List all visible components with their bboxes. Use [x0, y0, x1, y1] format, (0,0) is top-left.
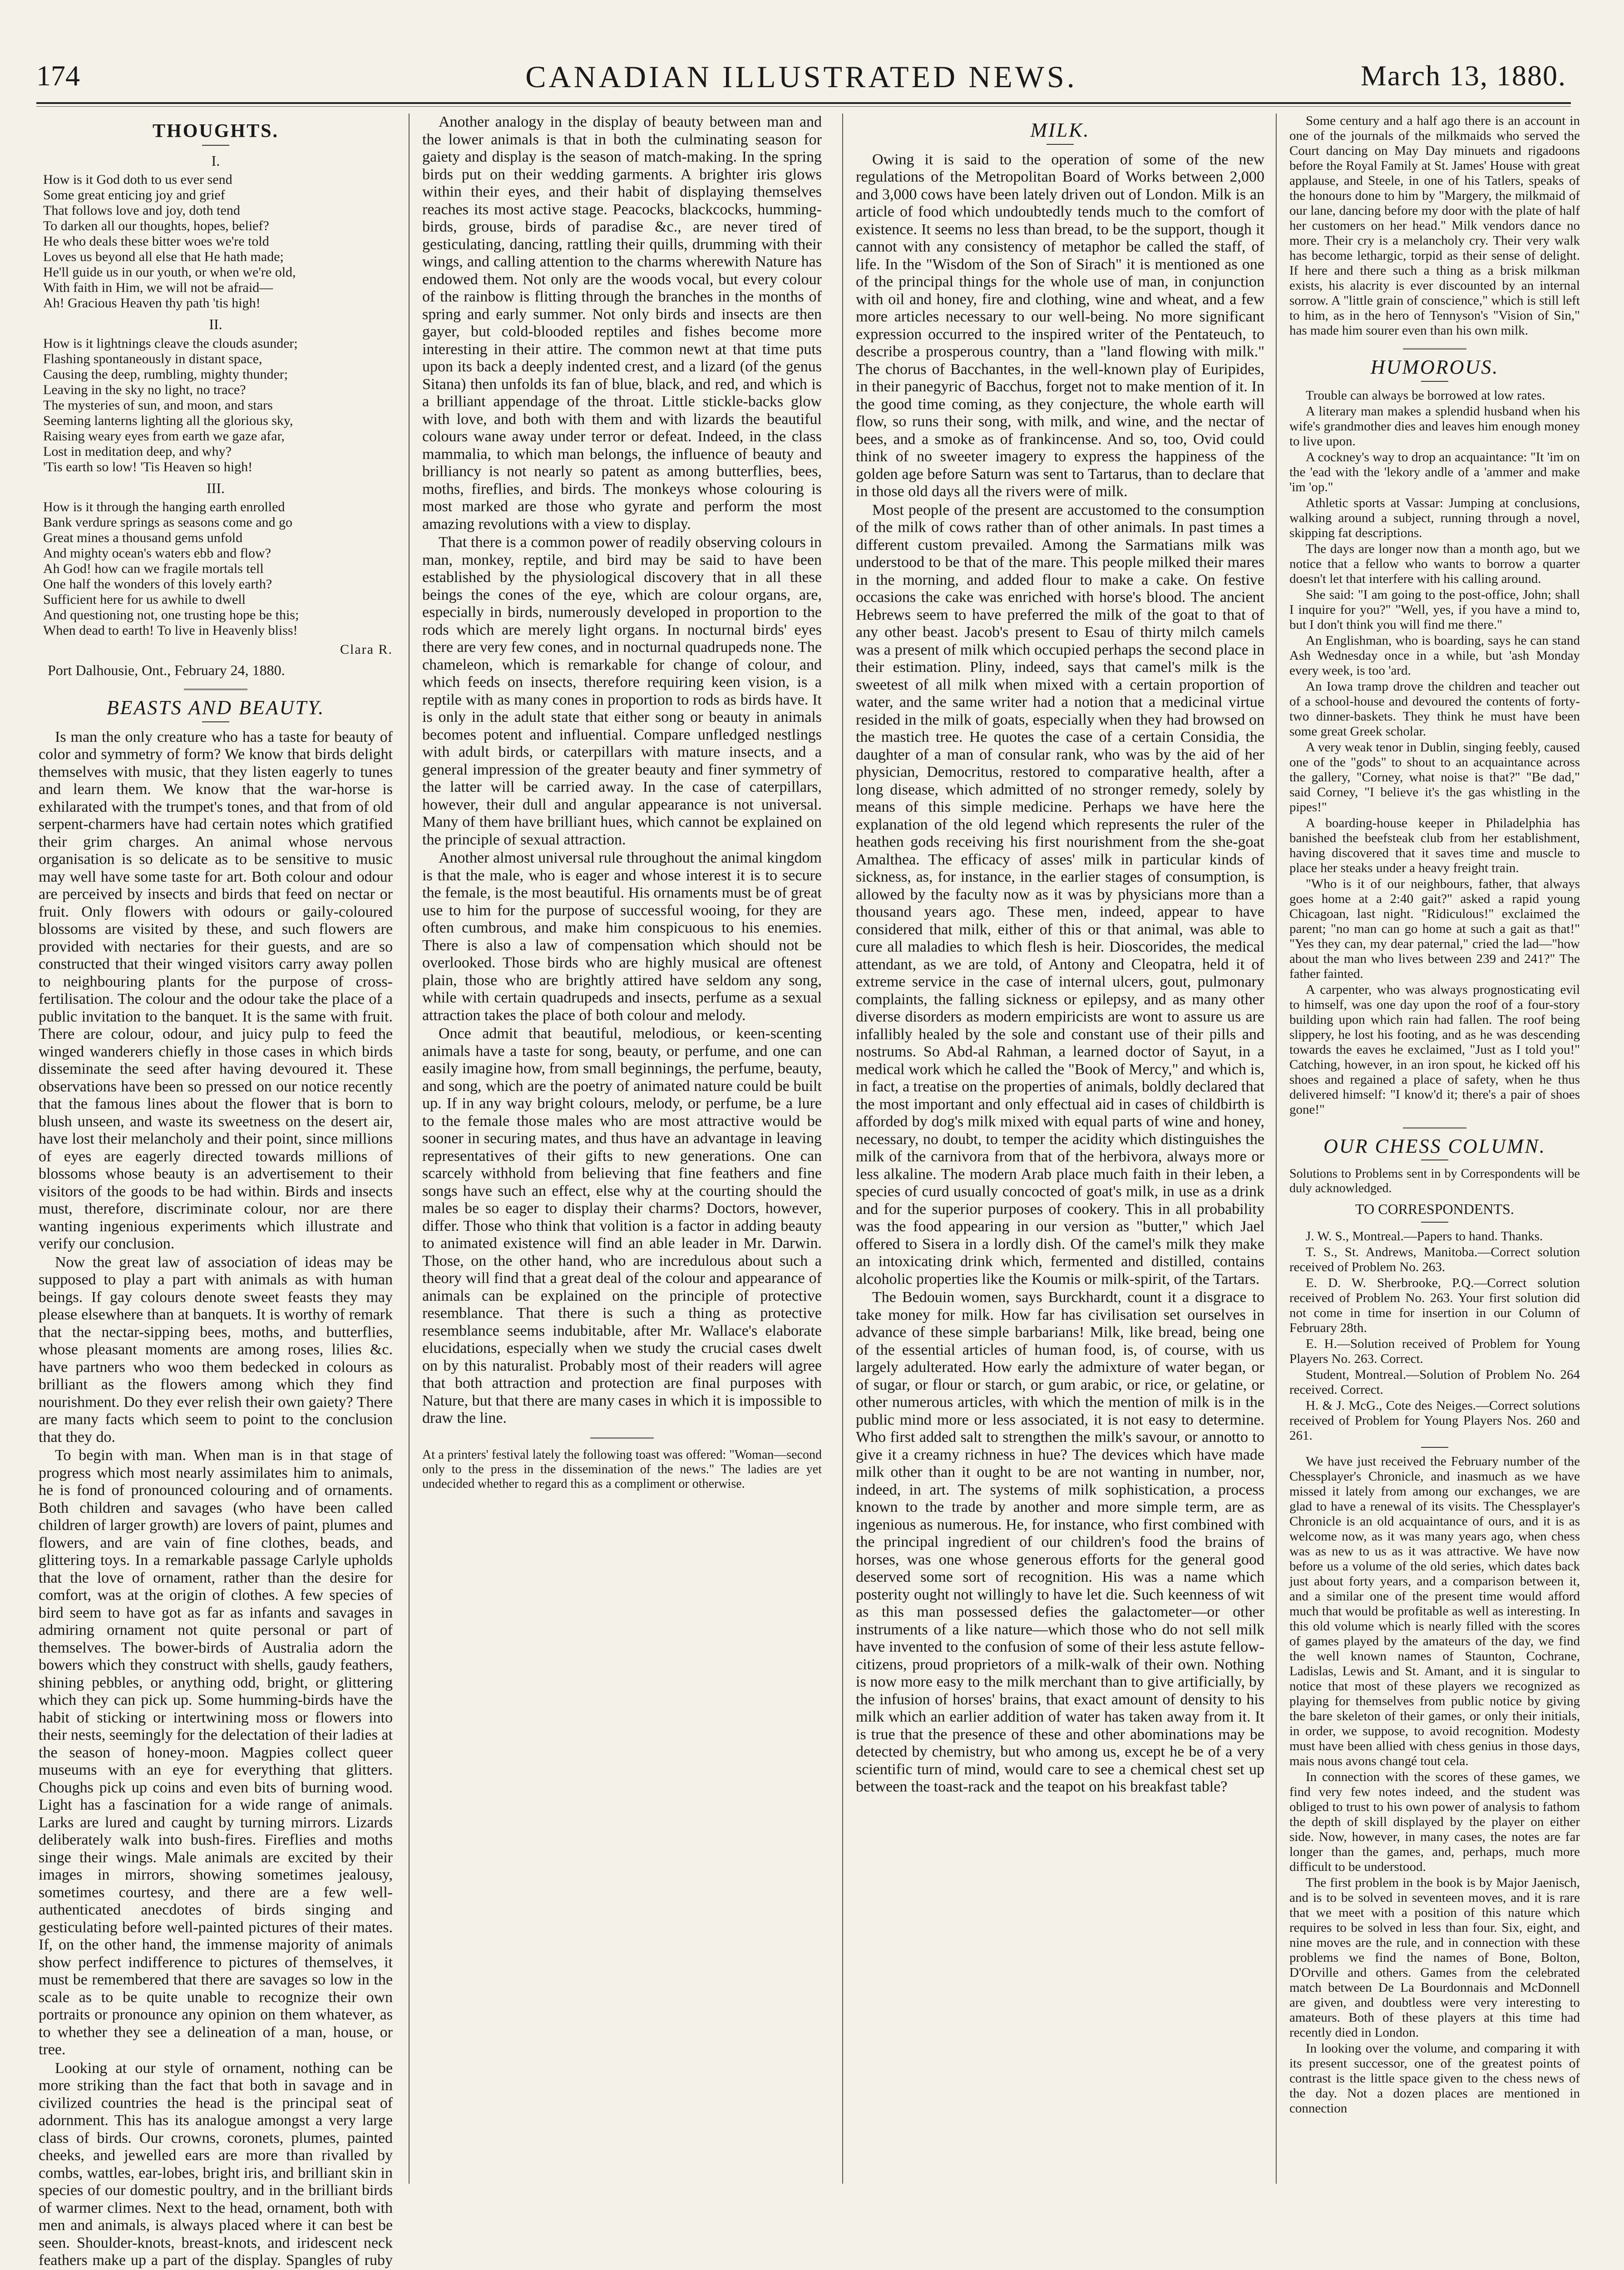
divider	[1046, 144, 1074, 145]
poem-line: That follows love and joy, doth tend	[39, 203, 393, 218]
poem-line: Raising weary eyes from earth we gaze afar,	[39, 429, 393, 444]
poem-line: How is it God doth to us ever send	[39, 172, 393, 188]
article-paragraph: Some century and a half ago there is an account in one of the journals of the milkmaids who served the Court dancing on May Day minuets and rigadoons before the Royal Family at St. James' House with great applause, and Steele, in one of his Tatlers, speaks of the honours done to him by "Margery, the milkmaid of our lane, dancing before my door with the plate of half her customers on her head." Milk vendors dance no more. Their cry is a melancholy cry. Their very walk has become lethargic, torpid as their sense of delight. If here and there such a thing as a brisk milkman exists, his alacrity is ever discounted by an internal sorrow. A "little grain of conscience," which is still left to him, as in the hero of Tennyson's "Vision of Sin," has made him sourer even than his own milk.	[1289, 114, 1580, 338]
masthead-rule-thin	[36, 106, 1571, 107]
poem-line: Ah! Gracious Heaven thy path 'tis high!	[39, 296, 393, 311]
printer-toast-note: At a printers' festival lately the following toast was offered: "Woman—second only to the press in the dissemination of the news." The ladies are yet undecided whether to regard this as a compliment or otherwise.	[422, 1448, 822, 1491]
article-paragraph: Now the great law of association of ideas may be supposed to play a part with animals as with human beings. If gay colours denote sweet feasts they may please elsewhere than at banquets. It is worthy of remark that the nectar-sipping bees, moths, and butterflies, whose pleasant moments are among roses, lilies &c. have partners who woo them bedecked in colours as brilliant as the flowers among which they find nourishment. Do they ever relish their own gaiety? There are many facts which seem to point to the conclusion that they do.	[39, 1254, 393, 1446]
humorous-item: Athletic sports at Vassar: Jumping at conclusions, walking around a subject, running through a novel, skipping fat descriptions.	[1289, 496, 1580, 541]
humorous-item: A carpenter, who was always prognosticating evil to himself, was one day upon the roof of a four-story building upon which rain had fallen. The roof being slippery, he lost his footing, and as he was descending towards the eaves he exclaimed, "Just as I told you!" Catching, however, in an iron spout, he kicked off his shoes and regained a place of safety, when he thus delivered himself: "I know'd it; there's a pair of shoes gone!"	[1289, 982, 1580, 1117]
correspondent-entry: J. W. S., Montreal.—Papers to hand. Thanks.	[1289, 1229, 1580, 1244]
divider	[202, 145, 229, 146]
thoughts-heading: THOUGHTS.	[39, 123, 393, 140]
poem-line: Ah God! how can we fragile mortals tell	[39, 561, 393, 577]
poem-line: Flashing spontaneously in distant space,	[39, 351, 393, 367]
poem-line: How is it through the hanging earth enrolled	[39, 499, 393, 515]
humorous-item: A very weak tenor in Dublin, singing feebly, caused one of the "gods" to shout to an acquaintance across the gallery, "Corney, what noise is that?" "Be dad," said Corney, "I believe it's the gas whistling in the pipes!"	[1289, 740, 1580, 815]
milk-heading: MILK.	[856, 122, 1264, 139]
beasts-heading: BEASTS AND BEAUTY.	[39, 699, 393, 717]
poem-line: When dead to earth! To live in Heavenly bliss!	[39, 623, 393, 638]
stanza-numeral: II.	[39, 316, 393, 333]
article-paragraph: Looking at our style of ornament, nothing can be more striking than the fact that both in savage and in civilized countries the head is the principal seat of adornment. This has its analogue amongst a very large class of birds. Our crowns, coronets, plumes, painted cheeks, and jewelled ears are more than rivalled by combs, wattles, ear-lobes, bright iris, and brilliant skin in species of our domestic poultry, and in the brilliant birds of warmer climes. Next to the head, ornament, both with men and animals, is always placed where it can best be seen. Shoulder-knots, breast-knots, and iridescent neck feathers make up a part of the display. Spangles of ruby	[39, 2060, 393, 2270]
chess-paragraph: In connection with the scores of these games, we find very few notes indeed, and the student was obliged to trust to his own power of analysis to fathom the depth of skill displayed by the player on either side. Now, however, in many cases, the notes are far longer than the games, and, perhaps, much more difficult to be understood.	[1289, 1770, 1580, 1875]
article-paragraph: Owing it is said to the operation of some of the new regulations of the Metropolitan Board of Works between 2,000 and 3,000 cows have been lately driven out of London. Milk is an article of food which undoubtedly tends much to the comfort of existence. It seems no less than bread, to be the support, though it cannot with any consistency of metaphor be called the staff, of life. In the "Wisdom of the Son of Sirach" it is mentioned as one of the principal things for the whole use of man, in conjunction with oil and honey, fire and clothing, wine and wheat, and a few more articles necessary to our well-being. No more significant expression occurred to the inspired writer of the Pentateuch, to describe a prosperous country, than a "land flowing with milk." The chorus of Bacchantes, in the well-known play of Euripides, in their panegyric of Bacchus, forget not to make mention of it. In the good time coming, as they conjecture, the whole earth will flow, so runs their song, with milk, and wine, and the nectar of bees, and a smoke as of frankincense. And so, too, Ovid could think of no sweeter imagery to express the happiness of the golden age before Saturn was sent to Tartarus, than to declare that in those old days all the rivers were of milk.	[856, 151, 1264, 501]
ornament-rule	[1403, 348, 1466, 350]
humorous-item: An Iowa tramp drove the children and teacher out of a school-house and devoured the contents of forty-two dinner-baskets. They think he must have been some great Greek scholar.	[1289, 679, 1580, 739]
masthead	[36, 59, 1566, 100]
humorous-item: Trouble can always be borrowed at low rates.	[1289, 388, 1580, 403]
correspondent-entry: E. H.—Solution received of Problem for Young Players No. 263. Correct.	[1289, 1337, 1580, 1367]
issue-date: March 13, 1880.	[1361, 59, 1566, 93]
humorous-item: A cockney's way to drop an acquaintance: "It 'im on the 'ead with the 'lekory andle of a 'ammer and make 'im 'op."	[1289, 450, 1580, 495]
stanza-numeral: I.	[39, 152, 393, 170]
article-paragraph: Is man the only creature who has a taste for beauty of color and symmetry of form? We know that birds delight themselves with music, that they listen eagerly to tunes and learn them. We know that the war-horse is exhilarated with the trumpet's tones, and that from of old serpent-charmers have had certain notes which gratified their grim charges. An animal whose nervous organisation is so delicate as to be sensitive to music may well have some taste for art. Both colour and odour are perceived by insects and birds that feed on nectar or fruit. Only flowers with odours or gaily-coloured blossoms are visited by these, and such flowers are provided with nectaries for their guests, and are so constructed that their winged visitors carry away pollen to neighbouring plants for the purpose of cross-fertilisation. The colour and the odour take the place of a public invitation to the banquet. It is the same with fruit. There are colour, odour, and juicy pulp to feed the winged wanderers chiefly in those cases in which birds disseminate the seed after having devoured it. These observations have been so pressed on our notice recently that the famous lines about the flower that is born to blush unseen, and waste its sweetness on the desert air, have lost their melancholy and their point, since millions of eyes are eagerly directed towards millions of blossoms whose beauty is an advertisement to their visitors of the goods to be had within. Birds and insects must, therefore, discriminate colour, nor are there wanting ingenious experiments which illustrate and verify our conclusion.	[39, 729, 393, 1253]
thoughts-poem	[39, 152, 393, 639]
chess-paragraph: In looking over the volume, and comparing it with its present successor, one of the greatest points of contrast is the little space given to the chess news of the day. Not a dozen places are mentioned in connection	[1289, 2041, 1580, 2116]
poem-line: And questioning not, one trusting hope be this;	[39, 607, 393, 623]
poem-line: Seeming lanterns lighting all the glorious sky,	[39, 413, 393, 429]
column-divider	[842, 114, 843, 2184]
poem-line: Leaving in the sky no light, no trace?	[39, 382, 393, 398]
humorous-item: A boarding-house keeper in Philadelphia has banished the beefsteak club from her establishment, having discovered that it saves time and muscle to place her steaks under a heavy freight train.	[1289, 816, 1580, 876]
humorous-item: A literary man makes a splendid husband when his wife's grandmother dies and leaves him enough money to live upon.	[1289, 404, 1580, 449]
poem-line: The mysteries of sun, and moon, and stars	[39, 398, 393, 413]
poem-line: How is it lightnings cleave the clouds asunder;	[39, 336, 393, 351]
article-paragraph: That there is a common power of readily observing colours in man, monkey, reptile, and bird may be said to have been established by the physiological discovery that in all these beings the cones of the eye, which are colour organs, are, especially in birds, numerously developed in proportion to the rods which are merely light organs. In nocturnal birds' eyes there are very few cones, and in nocturnal quadrupeds none. The chameleon, which is remarkable for change of colour, and which feeds on insects, therefore requiring keen vision, is a reptile with as many cones in proportion to rods as birds have. It is only in the adult state that either song or beauty in animals becomes potent and influential. Compare unfledged nestlings with adult birds, or caterpillars with mature insects, and a general impression of the greater beauty and finer symmetry of the latter will be carried away. In the case of caterpillars, however, their dull and angular appearance is not universal. Many of them have brilliant hues, which cannot be explained on the principle of sexual attraction.	[422, 534, 822, 849]
column-3	[856, 114, 1264, 2184]
masthead-rule	[36, 102, 1571, 104]
column-1	[39, 114, 393, 2184]
column-divider	[409, 114, 410, 2184]
poem-line: 'Tis earth so low! 'Tis Heaven so high!	[39, 459, 393, 475]
poem-line: He who deals these bitter woes we're told	[39, 234, 393, 249]
poem-dateline: Port Dalhousie, Ont., February 24, 1880.	[39, 661, 393, 679]
stanza-numeral: III.	[39, 479, 393, 497]
divider	[1421, 1222, 1448, 1223]
chess-notice: Solutions to Problems sent in by Correspondents will be duly acknowledged.	[1289, 1167, 1580, 1196]
poem-line: To darken all our thoughts, hopes, belief?	[39, 218, 393, 234]
humorous-item: The days are longer now than a month ago, but we notice that a fellow who wants to borrow a quarter doesn't let that interfere with his calling around.	[1289, 542, 1580, 587]
poem-line: Bank verdure springs as seasons come and go	[39, 515, 393, 530]
newspaper-title: CANADIAN ILLUSTRATED NEWS.	[36, 59, 1566, 95]
poem-line: With faith in Him, we will not be afraid—	[39, 280, 393, 296]
chess-heading: OUR CHESS COLUMN.	[1289, 1138, 1580, 1155]
ornament-rule	[1403, 1127, 1466, 1129]
humorous-item: An Englishman, who is boarding, says he can stand Ash Wednesday once in a while, but 'ash Monday every week, is too 'ard.	[1289, 633, 1580, 678]
poem-line: Lost in meditation deep, and why?	[39, 444, 393, 459]
humorous-item: "Who is it of our neighbours, father, that always goes home at a 2:40 gait?" asked a rapid young Chicagoan, last night. "Ridiculous!" exclaimed the parent; "no man can go home at such a gait as that!" "Yes they can, my dear paternal," cried the lad—"how about the man who lives between 239 and 241?" The father fainted.	[1289, 877, 1580, 982]
poem-line: And mighty ocean's waters ebb and flow?	[39, 546, 393, 561]
divider	[1421, 381, 1448, 382]
article-paragraph: Another almost universal rule throughout the animal kingdom is that the male, who is eager and whose interest it is to secure the female, is the most beautiful. His ornaments must be of great use to him for the purpose of successful wooing, for they are often cumbrous, and make him conspicuous to his enemies. There is also a law of compensation which should not be overlooked. Those birds who are highly musical are oftenest plain, those who are brightly attired have seldom any song, while with certain quadrupeds and insects, perfume as a sexual attraction takes the place of both colour and melody.	[422, 849, 822, 1024]
poem-line: Some great enticing joy and grief	[39, 188, 393, 203]
divider	[1421, 1447, 1448, 1448]
divider	[202, 721, 229, 722]
ornament-rule	[590, 1437, 654, 1439]
chess-paragraph: We have just received the February number of the Chessplayer's Chronicle, and inasmuch as we have missed it lately from among our exchanges, we are glad to have a renewal of its visits. The Chessplayer's Chronicle is an old acquaintance of ours, and it is as welcome now, as it was many years ago, when chess was as new to us as it was attractive. We have now before us a volume of the old series, which dates back just about forty years, and a comparison between it, and a similar one of the present time would afford much that would be profitable as well as interesting. In this old volume which is nearly filled with the scores of games played by the amateurs of the day, we find the well known names of Staunton, Cochrane, Ladislas, Lewis and St. Amant, and it is singular to notice that most of these players we recognized as playing for themselves from public notice by giving the bare skeleton of their games, or only their initials, in order, we suppose, to avoid recognition. Modesty must have been allied with chess genius in those days, mais nous avons changé tout cela.	[1289, 1454, 1580, 1769]
correspondents-heading: TO CORRESPONDENTS.	[1289, 1200, 1580, 1218]
poem-line: Sufficient here for us awhile to dwell	[39, 592, 393, 607]
poem-line: Great mines a thousand gems unfold	[39, 530, 393, 546]
poem-line: One half the wonders of this lovely earth?	[39, 577, 393, 592]
poem-line: He'll guide us in our youth, or when we're old,	[39, 265, 393, 280]
humorous-heading: HUMOROUS.	[1289, 359, 1580, 376]
correspondent-entry: H. & J. McG., Cote des Neiges.—Correct solutions received of Problem for Young Players Nos. 260 and 261.	[1289, 1398, 1580, 1443]
column-2	[422, 114, 822, 2184]
poem-line: Causing the deep, rumbling, mighty thunder;	[39, 367, 393, 382]
column-divider	[1276, 114, 1277, 2184]
correspondent-entry: E. D. W. Sherbrooke, P.Q.—Correct solution received of Problem No. 263. Your first solution did not come in time for insertion in our Column of February 28th.	[1289, 1276, 1580, 1336]
ornament-rule	[184, 689, 247, 690]
correspondent-entry: T. S., St. Andrews, Manitoba.—Correct solution received of Problem No. 263.	[1289, 1245, 1580, 1275]
article-paragraph: Once admit that beautiful, melodious, or keen-scenting animals have a taste for song, beauty, or perfume, and one can easily imagine how, from small beginnings, the perfume, beauty, and song, which are the poetry of animated nature could be built up. If in any way bright colours, melody, or perfume, be a lure to the female those males who are most attractive would be sooner in securing mates, and thus have an advantage in leaving representatives of their gifts to new generations. One can scarcely withhold from believing that fine feathers and fine songs have such an effect, else why at the courting should the males be so eager to display their charms? Doctors, however, differ. Those who think that volition is a factor in adding beauty to animated existence will find an able leader in Mr. Darwin. Those, on the other hand, who are incredulous about such a theory will find that a great deal of the colour and appearance of animals can be explained on the principle of protective resemblance. That there is such a thing as protective resemblance seems indubitable, after Mr. Wallace's elaborate elucidations, especially when we study the crucial cases dwelt on by this naturalist. Probably most of their readers will agree that both attraction and protection are final purposes with Nature, but that there are many cases in which it is impossible to draw the line.	[422, 1025, 822, 1427]
article-paragraph: Another analogy in the display of beauty between man and the lower animals is that in both the culminating season for gaiety and display is the season of match-making. In the spring birds put on their wedding garments. A brighter iris glows within their eyes, and their habit of displaying themselves reaches its most active stage. Peacocks, blackcocks, humming-birds, grouse, birds of paradise &c., are never tired of gesticulating, dancing, rattling their quills, drumming with their wings, and calling attention to the charms wherewith Nature has endowed them. Not only are the woods vocal, but every colour of the rainbow is flitting through the branches in the months of spring and early summer. Not only birds and insects are then gayer, but cold-blooded reptiles and fishes become more interesting in their attire. The common newt at that time puts upon its back a deeply indented crest, and a lizard (of the genus Sitana) then unfolds its fan of blue, black, and red, and which is a brilliant appendage of the throat. Little stickle-backs glow with love, and both with them and with lizards the beautiful colours wane away under terror or defeat. Indeed, in the class mammalia, to which man belongs, the influence of beauty and brilliancy is not nearly so patent as among butterflies, bees, moths, fireflies, and birds. The monkeys whose colouring is most marked are those who gyrate and perform the most amazing revolutions with a view to display.	[422, 114, 822, 533]
poem-signature: Clara R.	[39, 641, 393, 659]
article-paragraph: The Bedouin women, says Burckhardt, count it a disgrace to take money for milk. How far has civilisation set ourselves in advance of these simple barbarians! Milk, like bread, being one of the essential articles of human food, is, of course, with us largely adulterated. How early the admixture of water began, or of sugar, or flour or starch, or gum arabic, or rice, or gelatine, or other numerous articles, with which the mention of milk is in the public mind more or less associated, it is not easy to determine. Who first added salt to strengthen the milk's savour, or annotto to give it a creamy richness in hue? The devices which have made milk other than it ought to be are not wanting in number, nor, indeed, in art. The systems of milk sophistication, a process known to the trade by another and more simple term, are as ingenious as numerous. He, for instance, who first combined with the principal ingredient of our children's food the brains of horses, was one whose generous efforts for the general good deserved some sort of recognition. His was a name which posterity ought not willingly to have let die. Such keenness of wit as this man possessed defies the galactometer—or other instruments of a like nature—which those who do not sell milk have invented to the confusion of some of their less astute fellow-citizens, proud proprietors of a milk-walk of their own. Nothing is now more easy to the milk merchant than to give artificially, by the infusion of horses' brains, that exact amount of density to his milk which an earlier addition of water has taken away from it. It is true that the presence of these and other abominations may be detected by chemistry, but who among us, except he be of a very scientific turn of mind, would care to see a chemical chest set up between the toast-rack and the teapot on his breakfast table?	[856, 1289, 1264, 1796]
chess-paragraph: The first problem in the book is by Major Jaenisch, and is to be solved in seventeen moves, and it is rare that we meet with a position of this nature which requires to be solved in less than four. Six, eight, and nine moves are the rule, and in connection with these problems we find the names of Bone, Bolton, D'Orville and others. Games from the celebrated match between De La Bourdonnais and McDonnell are given, and doubtless were very interesting to amateurs. Both of these players at this time had recently died in London.	[1289, 1875, 1580, 2040]
humorous-item: She said: "I am going to the post-office, John; shall I inquire for you?" "Well, yes, if you have a mind to, but I don't think you will find me there."	[1289, 587, 1580, 632]
page-number: 174	[36, 59, 80, 93]
poem-line: Loves us beyond all else that He hath made;	[39, 249, 393, 265]
column-4	[1289, 114, 1580, 2184]
correspondent-entry: Student, Montreal.—Solution of Problem No. 264 received. Correct.	[1289, 1367, 1580, 1397]
article-paragraph: Most people of the present are accustomed to the consumption of the milk of cows rather than of other animals. In past times a different custom prevailed. Among the Sarmatians milk was understood to be that of the mare. This people milked their mares in the morning, and added flour to make a cake. On festive occasions the cake was enriched with horse's blood. The ancient Hebrews seem to have preferred the milk of the goat to that of any other beast. Jacob's present to Esau of thirty milch camels was a present of milk which occupied perhaps the second place in their estimation. Pliny, indeed, says that camel's milk is the sweetest of all milk when mixed with a certain proportion of water, and the same writer had a notion that a medicinal virtue resided in the milk of goats, especially when they had browsed on the mastich tree. He quotes the case of a certain Considia, the daughter of a man of consular rank, who was by the aid of her physician, Democritus, restored to comparative health, after a long disease, which admitted of no stronger remedy, solely by means of this simple medicine. Perhaps we have here the explanation of the old legend which represents the ruler of the heathen gods receiving his first nourishment from the she-goat Amalthea. The efficacy of asses' milk in particular kinds of sickness, as, for instance, in the earlier stages of consumption, is allowed by the faculty now as it was by physicians more than a thousand years ago. These men, indeed, appear to have considered that milk, either of this or that animal, was able to cure all maladies to which flesh is heir. Dioscorides, the medical attendant, as we are told, of Antony and Cleopatra, held it of extreme service in the case of internal ulcers, gout, pulmonary complaints, the falling sickness or epilepsy, and as many other diverse disorders as modern empiricists are wont to assure us are infallibly healed by the sole and constant use of their pills and nostrums. So Abd-al Rahman, a learned doctor of Sayut, in a medical work which he called the "Book of Mercy," and which is, in fact, a treatise on the properties of animals, boldly declared that the most important and only effectual aid in cases of childbirth is afforded by dog's milk mixed with equal parts of wine and honey, necessary, no doubt, to temper the acidity which distinguishes the milk of the carnivora from that of the herbivora, always more or less alkaline. The modern Arab place much faith in their leben, a species of curd usually concocted of goat's milk, in use as a drink and for the superior purposes of cookery. This in all probability was the food appearing in our version as "butter," which Jael offered to Sisera in a lordly dish. Of the camel's milk they make an intoxicating drink which, fermented and distilled, contains alcoholic properties like the Koumis or milk-spirit, of the Tartars.	[856, 502, 1264, 1288]
article-paragraph: To begin with man. When man is in that stage of progress which most nearly assimilates him to animals, he is fond of pronounced colouring and of ornaments. Both children and savages (who have been called children of larger growth) are lovers of paint, plumes and flowers, and are vain of fine clothes, beads, and glittering toys. In a remarkable passage Carlyle upholds that the love of ornament, rather than the desire for comfort, was at the origin of clothes. A few species of bird seem to have got as far as infants and savages in admiring ornament not quite personal or part of themselves. The bower-birds of Australia adorn the bowers which they construct with shells, gaudy feathers, shining pebbles, or anything odd, bright, or glittering which they can pick up. Some humming-birds have the habit of sticking or intertwining moss or flowers into their nests, seemingly for the delectation of their ladies at the season of honey-moon. Magpies collect queer museums with an eye for everything that glitters. Choughs pick up coins and even bits of burning wood. Light has a fascination for a wide range of animals. Larks are lured and caught by turning mirrors. Lizards deliberately walk into bush-fires. Fireflies and moths singe their wings. Male animals are excited by their images in mirrors, showing sometimes jealousy, sometimes courtesy, and there are a few well-authenticated anecdotes of birds singing and gesticulating before well-painted pictures of their mates. If, on the other hand, the immense majority of animals show perfect indifference to pictures of themselves, it must be remembered that there are savages so low in the scale as to be quite unable to recognize their own portraits or pronounce any opinion on them whatever, as to whether they see a delineation of a man, house, or tree.	[39, 1447, 393, 2059]
